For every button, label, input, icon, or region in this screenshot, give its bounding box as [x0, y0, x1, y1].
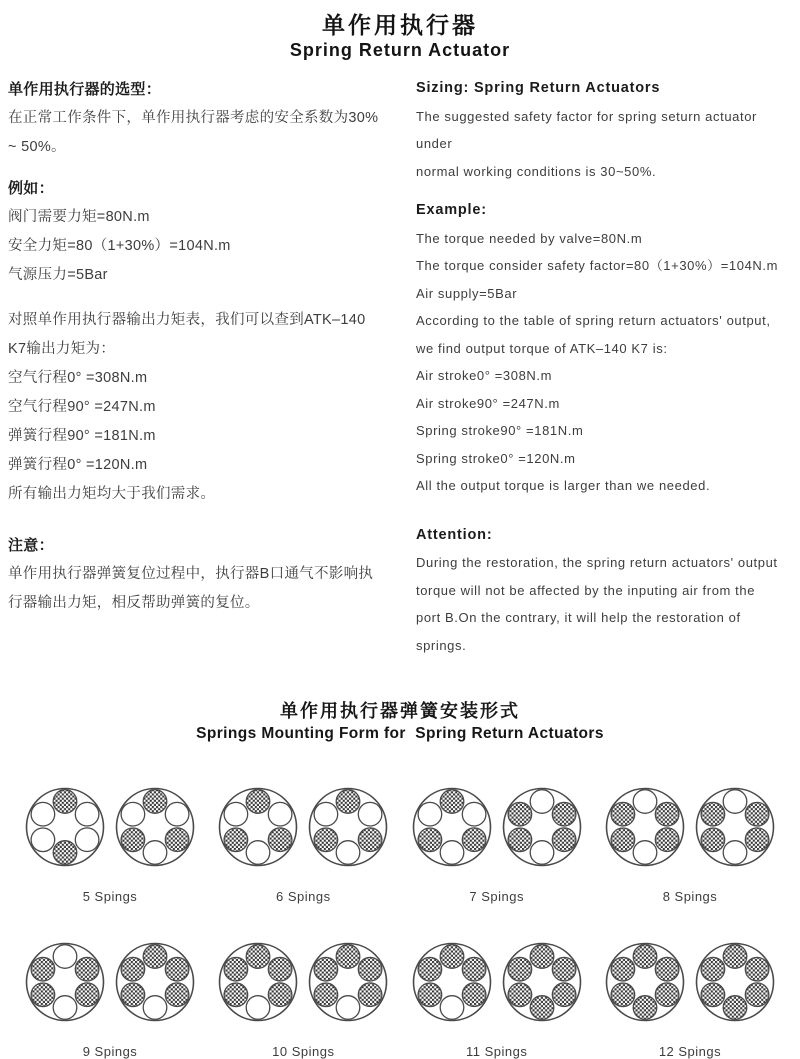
spring-installed-icon [143, 790, 167, 814]
spring-group-label: 11 Spings [465, 1044, 528, 1059]
spring-cap-diagram [501, 785, 583, 869]
spring-slot-empty-icon [143, 841, 167, 865]
text-line: port B.On the contrary, it will help the restoration of springs. [416, 610, 741, 653]
spring-installed-icon [701, 957, 725, 981]
spring-installed-icon [314, 983, 338, 1007]
page-title-en: Spring Return Actuator [289, 40, 511, 60]
spring-installed-icon [552, 957, 576, 981]
text-line: During the restoration, the spring return actuators' output [416, 555, 778, 570]
spring-mounting-group [217, 940, 389, 1059]
spring-slot-empty-icon [224, 802, 248, 826]
spring-installed-icon [655, 983, 679, 1007]
spring-installed-icon [552, 828, 576, 852]
text-line: 行器输出力矩，相反帮助弹簧的复位。 [8, 595, 260, 611]
text-line: The torque needed by valve=80N.m [416, 230, 643, 246]
spring-mounting-group [411, 785, 583, 904]
spring-group-label: 5 Spings [82, 889, 138, 904]
text-line: normal working conditions is 30~50%. [416, 163, 657, 179]
spring-cap-diagram [307, 940, 389, 1024]
cap-pair [24, 785, 196, 869]
spring-installed-icon [31, 957, 55, 981]
text-line: 空气行程90° =247N.m [8, 399, 156, 415]
spring-installed-icon [121, 983, 145, 1007]
spring-installed-icon [723, 996, 747, 1020]
spring-installed-icon [611, 828, 635, 852]
text-line: Air stroke90° =247N.m [416, 395, 560, 411]
cap-pair [411, 940, 583, 1024]
spring-installed-icon [359, 828, 383, 852]
spring-slot-empty-icon [247, 841, 271, 865]
text-line: K7输出力矩为： [8, 341, 116, 357]
spring-slot-empty-icon [440, 996, 464, 1020]
spring-slot-empty-icon [633, 841, 657, 865]
spring-slot-empty-icon [165, 802, 189, 826]
text-line: 对照单作用执行器输出力矩表，我们可以查到ATK–140 [8, 312, 366, 328]
spring-installed-icon [508, 802, 532, 826]
spring-installed-icon [611, 802, 635, 826]
spring-installed-icon [552, 802, 576, 826]
spring-installed-icon [53, 790, 77, 814]
sizing-heading-en: Sizing: Spring Return Actuators [416, 80, 661, 96]
chinese-column [8, 75, 416, 659]
spring-installed-icon [224, 957, 248, 981]
spring-slot-empty-icon [31, 828, 55, 852]
spring-slot-empty-icon [53, 996, 77, 1020]
text-line: The torque consider safety factor=80（1+30%）=104N.m [416, 258, 779, 273]
spring-installed-icon [745, 828, 769, 852]
spring-installed-icon [247, 790, 271, 814]
spring-installed-icon [75, 983, 99, 1007]
spring-group-label: 8 Spings [662, 889, 718, 904]
spring-installed-icon [655, 957, 679, 981]
spring-mounting-group [217, 785, 389, 904]
spring-slot-empty-icon [337, 841, 361, 865]
text-line: ~ 50%。 [8, 139, 66, 155]
spring-installed-icon [508, 983, 532, 1007]
spring-slot-empty-icon [723, 790, 747, 814]
spring-mounting-group [604, 940, 776, 1059]
spring-installed-icon [462, 828, 486, 852]
spring-installed-icon [224, 983, 248, 1007]
spring-installed-icon [359, 983, 383, 1007]
text-line: Air stroke0° =308N.m [416, 368, 553, 383]
spring-group-label: 6 Spings [276, 889, 331, 904]
spring-slot-empty-icon [31, 802, 55, 826]
cap-pair [604, 785, 776, 869]
spring-installed-icon [269, 983, 293, 1007]
spring-slot-empty-icon [247, 996, 271, 1020]
spring-cap-diagram [217, 785, 299, 869]
spring-installed-icon [337, 945, 361, 969]
spring-installed-icon [418, 828, 442, 852]
spring-installed-icon [269, 957, 293, 981]
spring-installed-icon [655, 828, 679, 852]
page-title-cn: 单作用执行器 [322, 12, 478, 38]
spring-slot-empty-icon [269, 802, 293, 826]
spring-group-label: 7 Spings [469, 889, 524, 904]
text-line: torque will not be affected by the inputing air from the [416, 582, 756, 598]
spring-cap-diagram [24, 785, 106, 869]
spring-installed-icon [633, 996, 657, 1020]
spring-cap-diagram [114, 940, 196, 1024]
spring-installed-icon [633, 945, 657, 969]
spring-group-label: 12 Spings [658, 1044, 722, 1059]
spring-slot-empty-icon [314, 802, 338, 826]
text-line: The suggested safety factor for spring seturn actuator under [416, 108, 757, 151]
example-heading-cn: 例如： [8, 180, 54, 197]
spring-cap-diagram [604, 940, 686, 1024]
spring-installed-icon [143, 945, 167, 969]
diagram-title-cn: 单作用执行器弹簧安装形式 [280, 701, 520, 721]
spring-installed-icon [611, 957, 635, 981]
text-line: Spring stroke0° =120N.m [416, 450, 576, 466]
text-line: 在正常工作条件下，单作用执行器考虑的安全系数为30% [8, 110, 379, 126]
spring-installed-icon [314, 828, 338, 852]
spring-mounting-diagrams [0, 785, 800, 1059]
spring-row [24, 785, 776, 904]
spring-installed-icon [508, 957, 532, 981]
spring-installed-icon [530, 945, 554, 969]
attention-heading-cn: 注意： [8, 537, 54, 554]
page-header [0, 0, 800, 61]
spring-installed-icon [418, 983, 442, 1007]
spring-mounting-group [604, 785, 776, 904]
cap-pair [411, 785, 583, 869]
spring-installed-icon [701, 983, 725, 1007]
cap-pair [217, 785, 389, 869]
english-column [416, 75, 788, 659]
text-line: 气源压力=5Bar [8, 267, 108, 283]
spring-slot-empty-icon [337, 996, 361, 1020]
spring-slot-empty-icon [633, 790, 657, 814]
spring-mounting-group [24, 940, 196, 1059]
spring-installed-icon [440, 790, 464, 814]
spring-installed-icon [359, 957, 383, 981]
text-line: we find output torque of ATK–140 K7 is: [416, 340, 668, 356]
spring-cap-diagram [217, 940, 299, 1024]
spring-installed-icon [745, 802, 769, 826]
spring-installed-icon [165, 983, 189, 1007]
spring-installed-icon [247, 945, 271, 969]
spring-slot-empty-icon [121, 802, 145, 826]
spring-slot-empty-icon [143, 996, 167, 1020]
spring-installed-icon [224, 828, 248, 852]
spring-cap-diagram [694, 785, 776, 869]
spring-installed-icon [337, 790, 361, 814]
diagram-title-en: Springs Mounting Form for Spring Return Actuators [196, 725, 604, 742]
text-line: According to the table of spring return actuators' output, [416, 313, 771, 328]
spring-installed-icon [745, 957, 769, 981]
spring-cap-diagram [411, 785, 493, 869]
spring-slot-empty-icon [530, 841, 554, 865]
example-heading-en: Example: [416, 202, 487, 218]
spring-installed-icon [121, 957, 145, 981]
spring-installed-icon [701, 802, 725, 826]
spring-slot-empty-icon [75, 828, 99, 852]
spring-cap-diagram [114, 785, 196, 869]
spring-installed-icon [165, 828, 189, 852]
spring-group-label: 9 Spings [82, 1044, 138, 1059]
text-line: Spring stroke90° =181N.m [416, 423, 584, 438]
spring-installed-icon [31, 983, 55, 1007]
text-line: 单作用执行器弹簧复位过程中，执行器B口通气不影响执 [8, 566, 374, 582]
spring-slot-empty-icon [530, 790, 554, 814]
spring-installed-icon [552, 983, 576, 1007]
cap-pair [24, 940, 196, 1024]
spring-installed-icon [745, 983, 769, 1007]
spring-cap-diagram [694, 940, 776, 1024]
spring-slot-empty-icon [462, 802, 486, 826]
spring-installed-icon [462, 957, 486, 981]
spring-slot-empty-icon [53, 945, 77, 969]
cap-pair [604, 940, 776, 1024]
spring-installed-icon [121, 828, 145, 852]
spring-slot-empty-icon [418, 802, 442, 826]
text-line: 弹簧行程90° =181N.m [8, 428, 156, 444]
spring-installed-icon [269, 828, 293, 852]
text-line: 安全力矩=80（1+30%）=104N.m [8, 238, 231, 254]
spring-cap-diagram [501, 940, 583, 1024]
spring-cap-diagram [604, 785, 686, 869]
spring-cap-diagram [24, 940, 106, 1024]
spring-mounting-group [411, 940, 583, 1059]
spring-group-label: 10 Spings [272, 1044, 335, 1059]
text-line: All the output torque is larger than we needed. [416, 478, 711, 493]
spring-installed-icon [53, 841, 77, 865]
spring-installed-icon [723, 945, 747, 969]
text-line: 空气行程0° =308N.m [8, 370, 148, 386]
spring-installed-icon [75, 957, 99, 981]
spring-row [24, 940, 776, 1059]
spring-cap-diagram [411, 940, 493, 1024]
spring-installed-icon [418, 957, 442, 981]
text-line: 阀门需要力矩=80N.m [8, 209, 150, 225]
spring-mounting-group [24, 785, 196, 904]
spring-installed-icon [314, 957, 338, 981]
spring-installed-icon [530, 996, 554, 1020]
spring-slot-empty-icon [75, 802, 99, 826]
attention-heading-en: Attention: [416, 526, 493, 543]
text-line: 弹簧行程0° =120N.m [8, 457, 148, 473]
cap-pair [217, 940, 389, 1024]
spring-slot-empty-icon [723, 841, 747, 865]
spring-installed-icon [655, 802, 679, 826]
spring-installed-icon [611, 983, 635, 1007]
spring-installed-icon [701, 828, 725, 852]
text-columns [0, 75, 800, 659]
spring-cap-diagram [307, 785, 389, 869]
spring-installed-icon [440, 945, 464, 969]
sizing-heading-cn: 单作用执行器的选型： [8, 81, 162, 98]
spring-installed-icon [462, 983, 486, 1007]
spring-installed-icon [508, 828, 532, 852]
text-line: 所有输出力矩均大于我们需求。 [8, 486, 216, 502]
spring-installed-icon [165, 957, 189, 981]
spring-slot-empty-icon [440, 841, 464, 865]
spring-slot-empty-icon [359, 802, 383, 826]
text-line: Air supply=5Bar [416, 285, 518, 301]
diagram-section-header [0, 699, 800, 745]
